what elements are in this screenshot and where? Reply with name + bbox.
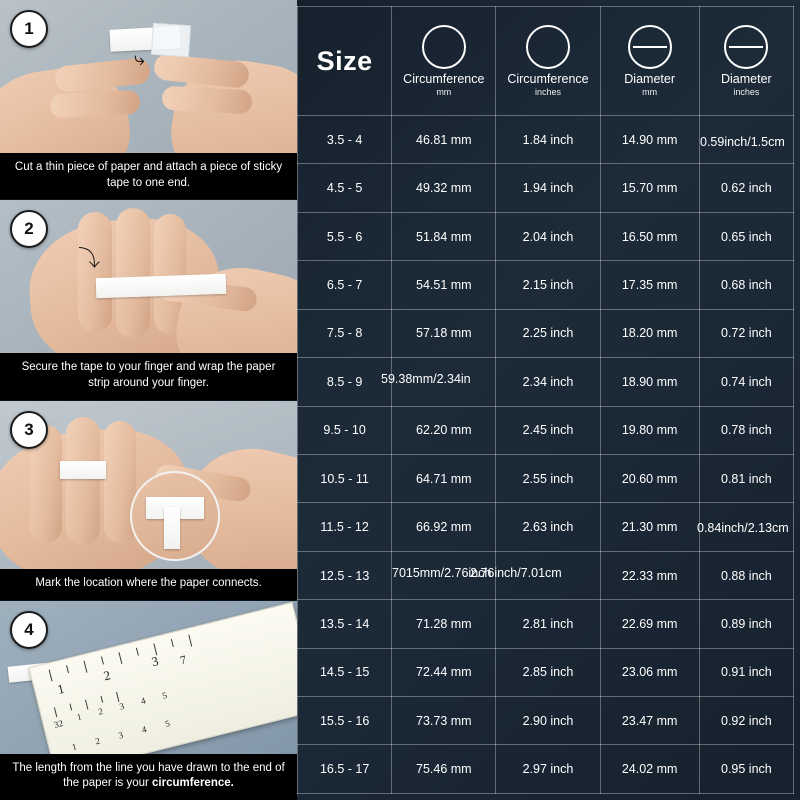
cell-size: 13.5 - 14: [298, 600, 392, 648]
cell-value: 22.69 mm: [600, 600, 699, 648]
cell-value: 0.92 inch: [699, 697, 793, 745]
cell-value: 0.89 inch: [699, 600, 793, 648]
cell-value: 72.44 mm: [392, 648, 496, 696]
header-diameter-inches: Diameter inches: [699, 7, 793, 116]
instruction-steps-column: [0, 0, 297, 800]
cell-value: 64.71 mm: [392, 454, 496, 502]
cell-value: [699, 116, 793, 164]
cell-value: 75.46 mm: [392, 745, 496, 794]
table-row: [298, 648, 794, 696]
step-1-caption: Cut a thin piece of paper and attach a piece of sticky tape to one end.: [0, 153, 297, 199]
cell-value: [392, 358, 496, 406]
cell-value: [496, 551, 600, 599]
step-4-caption-emphasis: circumference.: [152, 777, 234, 790]
cell-size: 16.5 - 17: [298, 745, 392, 794]
cell-value: 2.97 inch: [496, 745, 600, 794]
cell-size: 6.5 - 7: [298, 261, 392, 309]
table-row: [298, 309, 794, 357]
cell-value: 14.90 mm: [600, 116, 699, 164]
table-header-row: [298, 7, 794, 116]
cell-value: 0.91 inch: [699, 648, 793, 696]
cell-value: 24.02 mm: [600, 745, 699, 794]
cell-value: 2.63 inch: [496, 503, 600, 551]
cell-value: 0.62 inch: [699, 164, 793, 212]
step-1: [0, 0, 297, 200]
cell-size: 5.5 - 6: [298, 212, 392, 260]
cell-value: 0.88 inch: [699, 551, 793, 599]
step-4-number: 4: [10, 611, 48, 649]
cell-value: 2.81 inch: [496, 600, 600, 648]
table-row: [298, 745, 794, 794]
ring-diameter-icon: [724, 25, 768, 69]
ring-size-table-panel: [297, 0, 800, 800]
step-4: [0, 601, 297, 800]
cell-value: [699, 503, 793, 551]
overlay-note: 2.76inch/7.01cm: [470, 566, 562, 580]
table-row: [298, 600, 794, 648]
cell-value: 2.15 inch: [496, 261, 600, 309]
cell-value: 0.68 inch: [699, 261, 793, 309]
cell-size: 12.5 - 13: [298, 551, 392, 599]
cell-value: 2.90 inch: [496, 697, 600, 745]
cell-value: 0.78 inch: [699, 406, 793, 454]
ring-circle-icon: [422, 25, 466, 69]
table-row: [298, 406, 794, 454]
overlay-note: 59.38mm/2.34in: [381, 372, 471, 386]
cell-size: 4.5 - 5: [298, 164, 392, 212]
cell-value: 0.74 inch: [699, 358, 793, 406]
cell-value: 23.06 mm: [600, 648, 699, 696]
header-circumference-mm: Circumference mm: [392, 7, 496, 116]
cell-size: 9.5 - 10: [298, 406, 392, 454]
cell-value: 51.84 mm: [392, 212, 496, 260]
cell-value: 21.30 mm: [600, 503, 699, 551]
step-2: [0, 200, 297, 400]
step-1-number: 1: [10, 10, 48, 48]
table-row: [298, 358, 794, 406]
cell-value: 1.84 inch: [496, 116, 600, 164]
step-4-caption: [0, 754, 297, 800]
step-3-number: 3: [10, 411, 48, 449]
cell-value: 18.20 mm: [600, 309, 699, 357]
cell-value: [392, 551, 496, 599]
cell-size: 10.5 - 11: [298, 454, 392, 502]
step-2-number: 2: [10, 210, 48, 248]
table-row: [298, 212, 794, 260]
cell-value: 66.92 mm: [392, 503, 496, 551]
cell-value: 46.81 mm: [392, 116, 496, 164]
cell-value: 2.04 inch: [496, 212, 600, 260]
step-3: [0, 401, 297, 601]
cell-value: 62.20 mm: [392, 406, 496, 454]
cell-value: 71.28 mm: [392, 600, 496, 648]
cell-value: 23.47 mm: [600, 697, 699, 745]
cell-value: 22.33 mm: [600, 551, 699, 599]
cell-value: 16.50 mm: [600, 212, 699, 260]
cell-size: 8.5 - 9: [298, 358, 392, 406]
cell-value: 19.80 mm: [600, 406, 699, 454]
cell-value: 2.55 inch: [496, 454, 600, 502]
table-row: [298, 503, 794, 551]
table-row: [298, 116, 794, 164]
cell-value: 54.51 mm: [392, 261, 496, 309]
table-row: [298, 454, 794, 502]
cell-value: 1.94 inch: [496, 164, 600, 212]
header-circumference-inches: Circumference inches: [496, 7, 600, 116]
step-3-caption: Mark the location where the paper connects.: [0, 569, 297, 600]
cell-value: 18.90 mm: [600, 358, 699, 406]
overlay-note: 0.84inch/2.13cm: [697, 521, 789, 535]
table-row: [298, 164, 794, 212]
zoom-detail-circle: [130, 471, 220, 561]
cell-size: 7.5 - 8: [298, 309, 392, 357]
table-row: [298, 697, 794, 745]
cell-value: 73.73 mm: [392, 697, 496, 745]
cell-size: 11.5 - 12: [298, 503, 392, 551]
ring-size-table: [297, 6, 794, 794]
ring-diameter-icon: [628, 25, 672, 69]
cell-value: 0.81 inch: [699, 454, 793, 502]
cell-value: 2.34 inch: [496, 358, 600, 406]
header-diameter-mm: Diameter mm: [600, 7, 699, 116]
ruler: 1 2 3 7 32 1 2 3 4 5 1 2 3 4 5: [28, 602, 297, 776]
cell-size: 14.5 - 15: [298, 648, 392, 696]
cell-value: 2.25 inch: [496, 309, 600, 357]
cell-value: 20.60 mm: [600, 454, 699, 502]
header-size: Size: [298, 7, 392, 116]
cell-size: 3.5 - 4: [298, 116, 392, 164]
overlay-note: 0.59inch/1.5cm: [700, 135, 785, 149]
cell-value: 17.35 mm: [600, 261, 699, 309]
step-2-caption: Secure the tape to your finger and wrap the paper strip around your finger.: [0, 353, 297, 399]
table-row: [298, 261, 794, 309]
cell-value: 2.45 inch: [496, 406, 600, 454]
cell-value: 2.85 inch: [496, 648, 600, 696]
cell-value: 49.32 mm: [392, 164, 496, 212]
curved-arrow-icon: ⤷: [134, 49, 145, 70]
cell-value: 0.95 inch: [699, 745, 793, 794]
cell-value: 0.72 inch: [699, 309, 793, 357]
ring-circle-icon: [526, 25, 570, 69]
table-row: [298, 551, 794, 599]
curved-arrow-icon: ⤵: [78, 246, 101, 272]
cell-value: 0.65 inch: [699, 212, 793, 260]
cell-size: 15.5 - 16: [298, 697, 392, 745]
cell-value: 15.70 mm: [600, 164, 699, 212]
step-4-caption-text: The length from the line you have drawn to the end of the paper is your: [12, 761, 285, 790]
cell-value: 57.18 mm: [392, 309, 496, 357]
overlay-note: 7015mm/2.76inch: [392, 566, 492, 580]
